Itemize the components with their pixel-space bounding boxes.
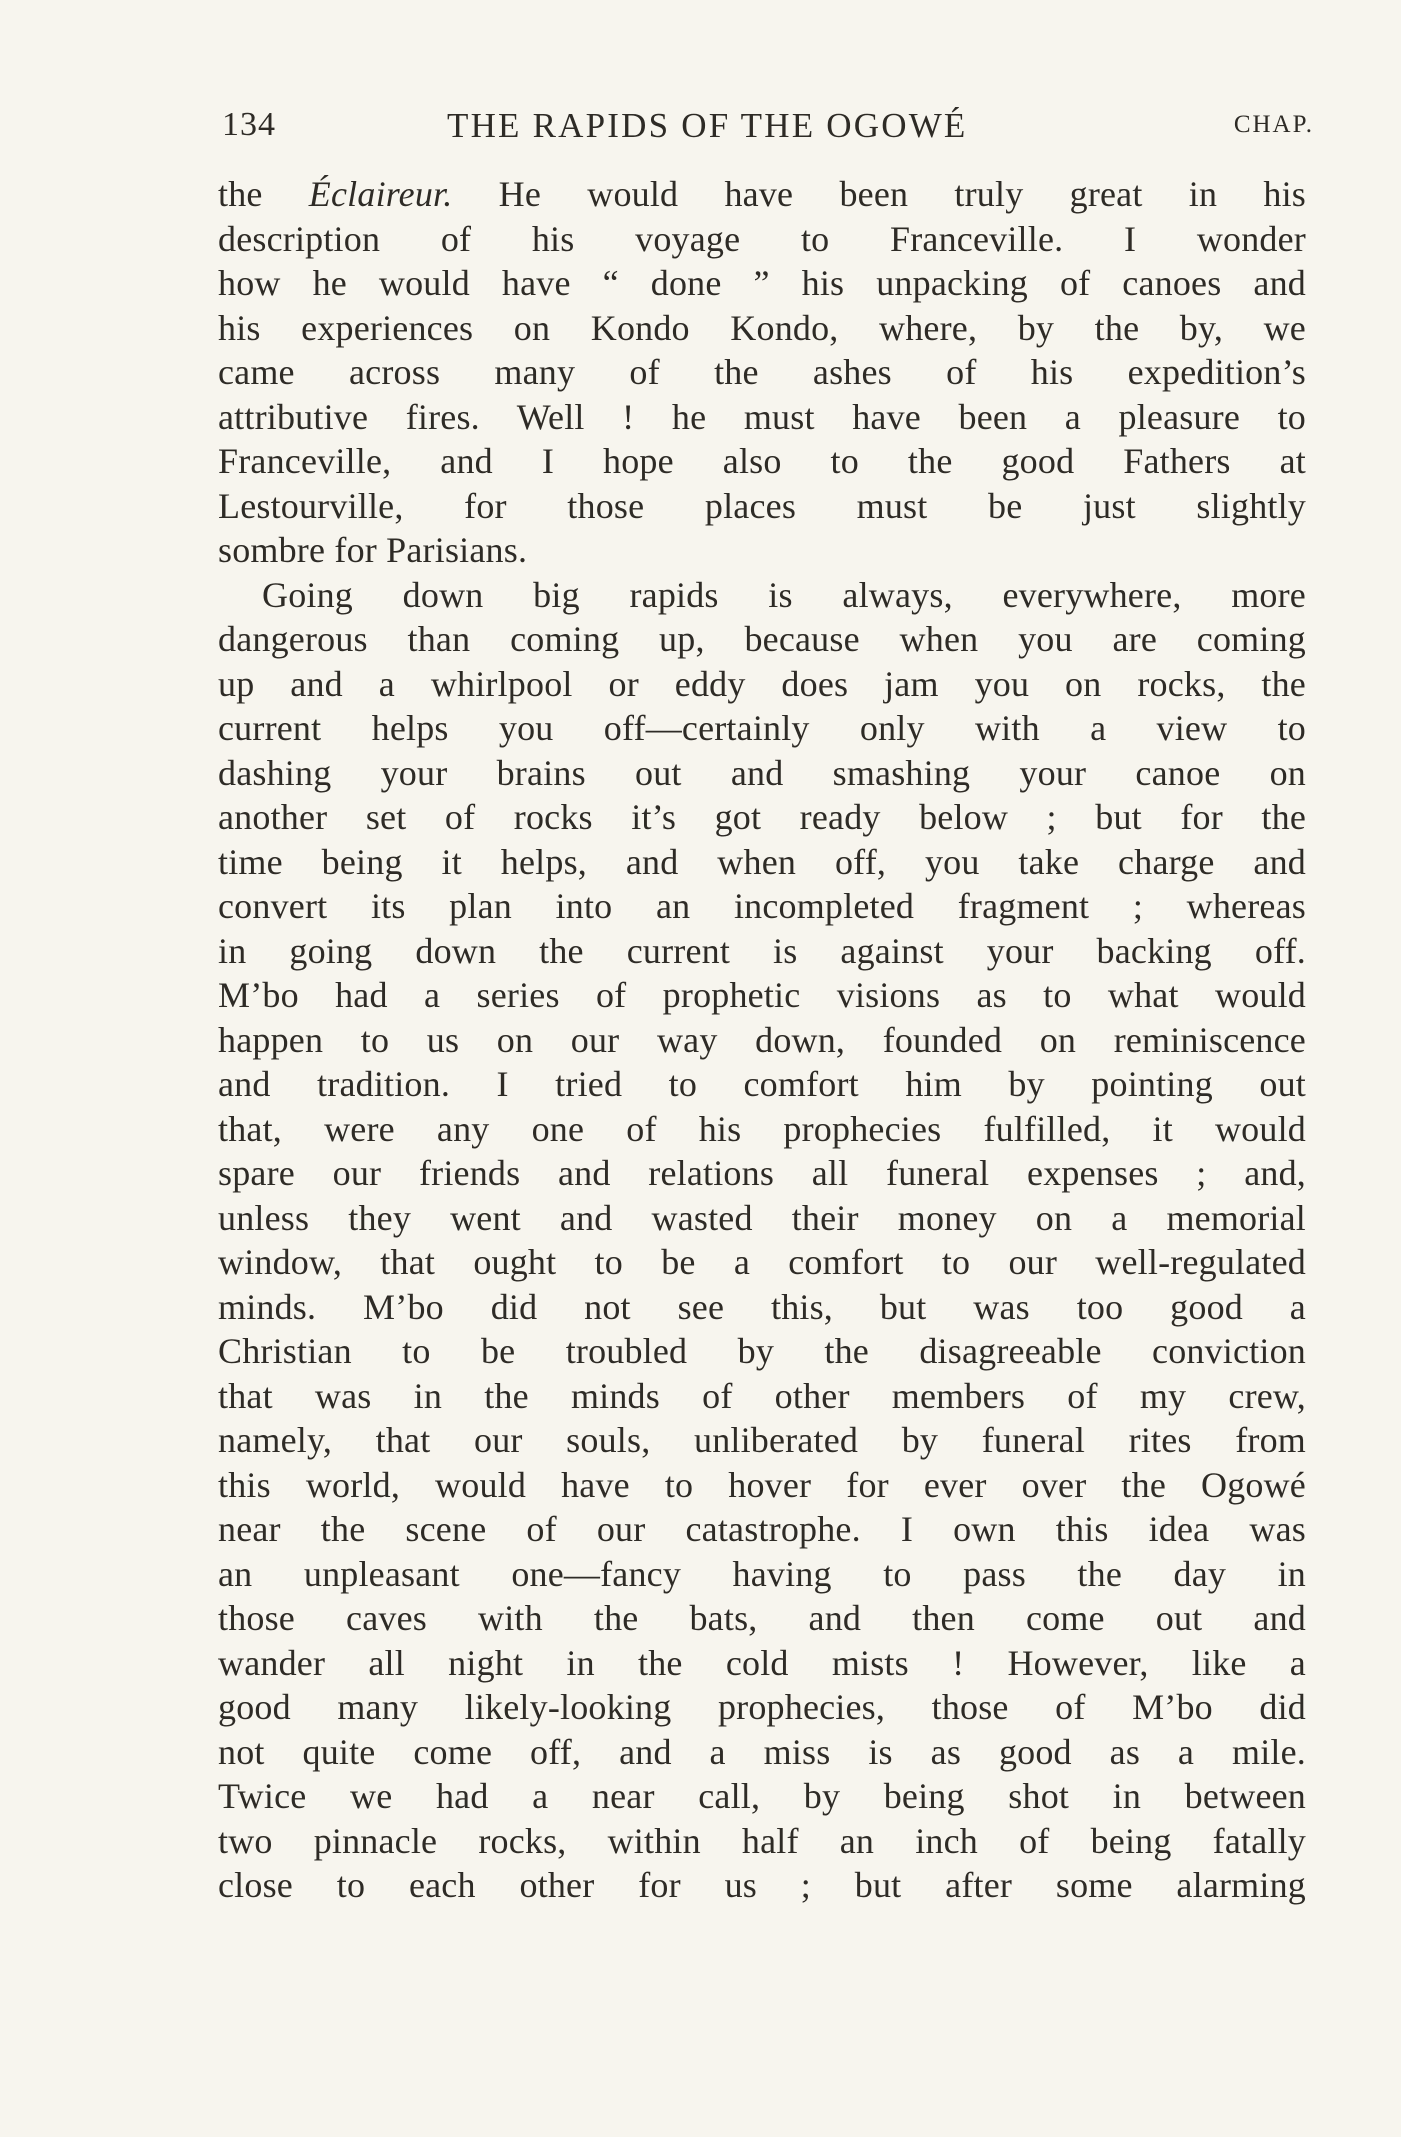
text-line: his experiences on Kondo Kondo, where, by the by, we: [218, 307, 1306, 348]
text-line: current helps you off—certainly only with a view to: [218, 708, 1306, 748]
text-line: in going down the current is against your backing off.: [218, 930, 1306, 971]
paragraph-first-line: Going down big rapids is always, everywhere, more: [262, 574, 1306, 615]
text-line: dangerous than coming up, because when you are coming: [218, 619, 1306, 659]
text-line: minds. M’bo did not see this, but was too good a: [218, 1286, 1306, 1327]
text-line: that was in the minds of other members of my crew,: [218, 1375, 1306, 1416]
text-line: up and a whirlpool or eddy does jam you on rocks, the: [218, 663, 1306, 704]
chapter-abbreviation: CHAP.: [1233, 111, 1314, 138]
italic-ship-name: Éclaireur.: [308, 174, 453, 214]
text-line: good many likely-looking prophecies, those of M’bo did: [218, 1687, 1306, 1727]
text-line: unless they went and wasted their money on a memorial: [218, 1197, 1306, 1238]
text-line: spare our friends and relations all funeral expenses ; and,: [218, 1153, 1306, 1193]
text-line: attributive fires. Well ! he must have been a pleasure to: [218, 396, 1306, 437]
text-line: Twice we had a near call, by being shot in between: [218, 1776, 1306, 1816]
text-line: Franceville, and I hope also to the good Fathers at: [218, 441, 1306, 481]
text-line: near the scene of our catastrophe. I own this idea was: [218, 1509, 1306, 1549]
running-title: THE RAPIDS OF THE OGOWÉ: [447, 106, 968, 145]
text-line: time being it helps, and when off, you take charge and: [218, 841, 1306, 882]
text-line: two pinnacle rocks, within half an inch of being fatally: [218, 1820, 1306, 1861]
text-line: that, were any one of his prophecies fulfilled, it would: [218, 1108, 1306, 1149]
first-line-rest: He would have been truly great in his: [498, 174, 1307, 214]
text-line: Christian to be troubled by the disagreeable conviction: [218, 1331, 1306, 1371]
text-line: happen to us on our way down, founded on reminiscence: [218, 1019, 1306, 1060]
body-text: [218, 172, 1306, 1908]
text-line: close to each other for us ; but after some alarming: [218, 1865, 1306, 1905]
text-line: dashing your brains out and smashing your canoe on: [218, 752, 1306, 793]
text-line: the Éclaireur. He would have been truly great in his: [218, 174, 1307, 214]
text-line: how he would have “ done ” his unpacking of canoes and: [218, 263, 1306, 303]
text-line: this world, would have to hover for ever over the Ogowé: [218, 1464, 1306, 1505]
text-line: those caves with the bats, and then come out and: [218, 1598, 1306, 1638]
paragraph-last-line: sombre for Parisians.: [218, 530, 528, 570]
text-line: wander all night in the cold mists ! However, like a: [218, 1642, 1306, 1683]
page-header: [222, 102, 1314, 152]
text-line: convert its plan into an incompleted fragment ; whereas: [218, 886, 1306, 926]
text-line: not quite come off, and a miss is as good as a mile.: [218, 1731, 1306, 1772]
text-line: Lestourville, for those places must be just slightly: [218, 485, 1306, 526]
text-line: M’bo had a series of prophetic visions as to what would: [218, 975, 1306, 1015]
text-line: another set of rocks it’s got ready below ; but for the: [218, 797, 1306, 837]
text-line: description of his voyage to Franceville. I wonder: [218, 218, 1306, 259]
page-number: 134: [222, 106, 276, 143]
text-line: namely, that our souls, unliberated by funeral rites from: [218, 1420, 1306, 1460]
text-line: window, that ought to be a comfort to our well-regulated: [218, 1242, 1306, 1282]
text-line: and tradition. I tried to comfort him by pointing out: [218, 1064, 1306, 1104]
text-line: an unpleasant one—fancy having to pass the day in: [218, 1553, 1306, 1594]
text-line: came across many of the ashes of his expedition’s: [218, 352, 1306, 392]
